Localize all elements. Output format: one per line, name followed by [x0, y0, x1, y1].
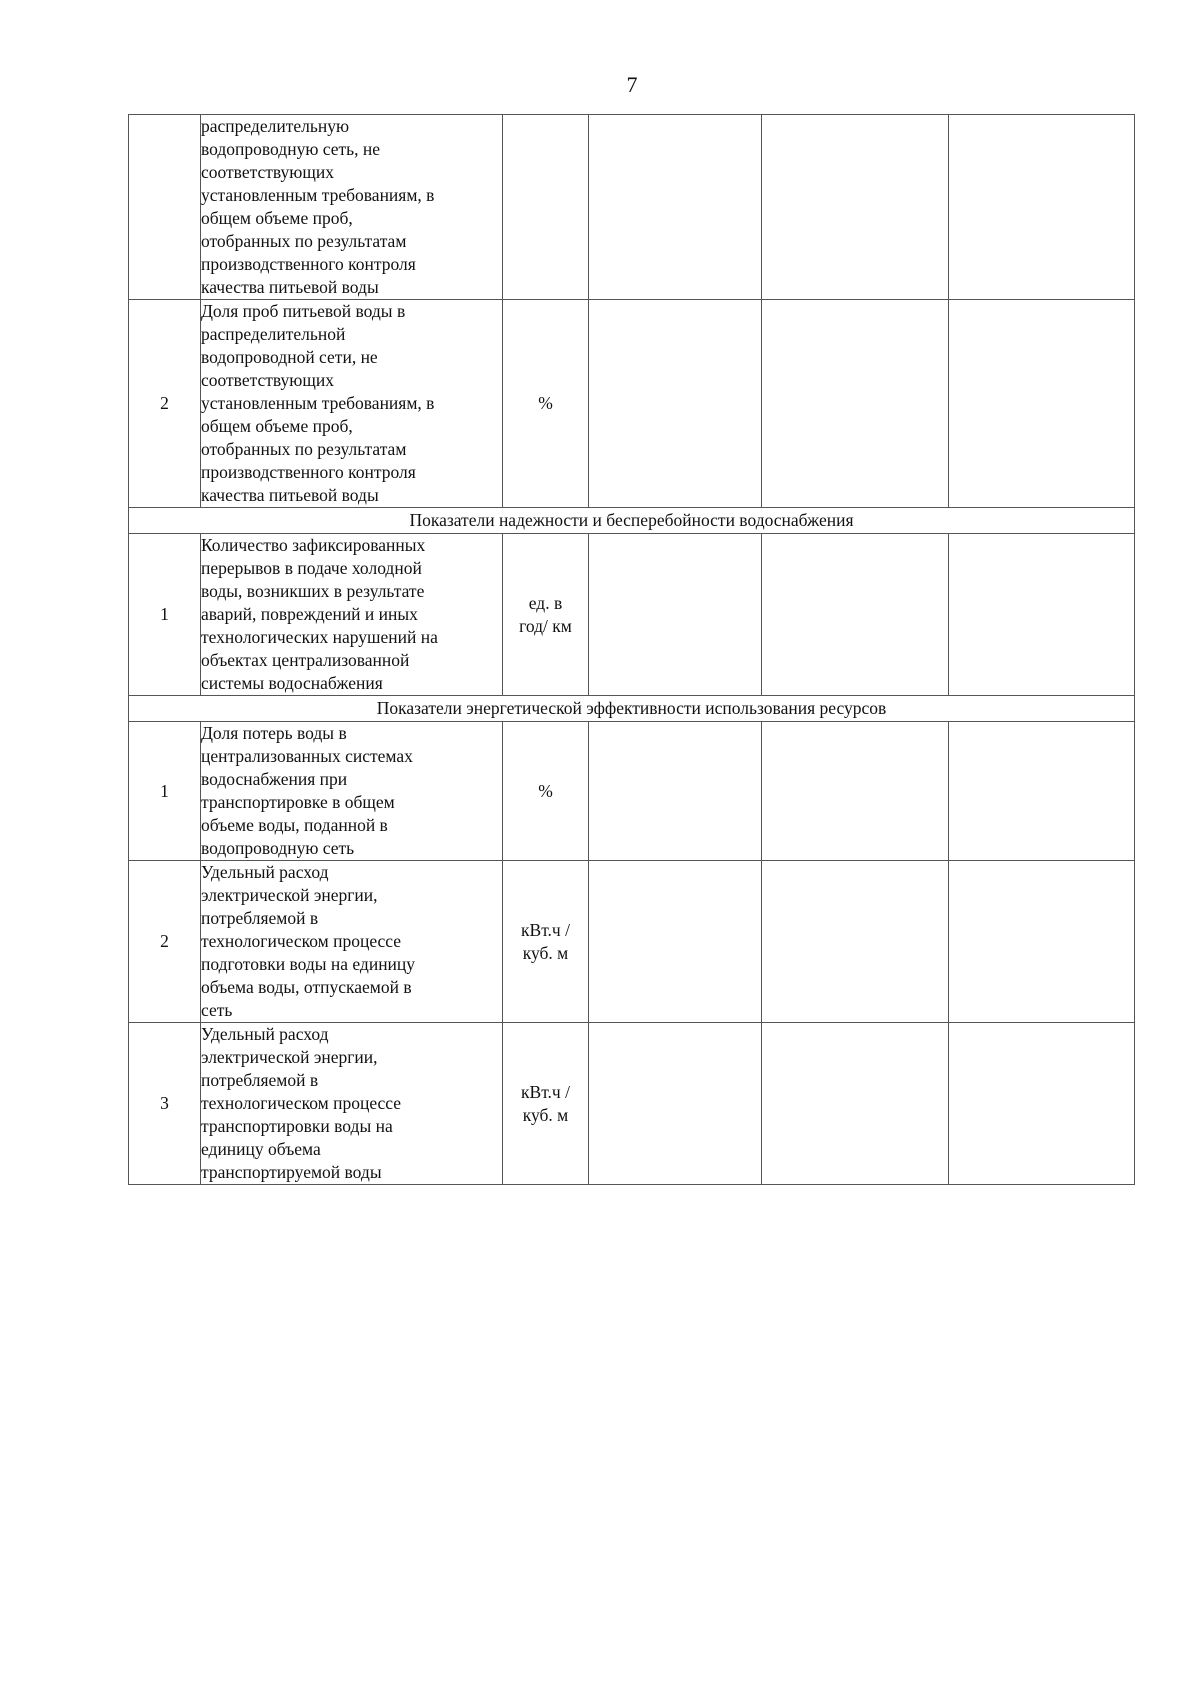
- row-number: [129, 115, 201, 300]
- table-row: [129, 722, 1135, 861]
- value-cell: [949, 722, 1135, 861]
- value-cell: [589, 300, 762, 508]
- row-number: 1: [129, 722, 201, 861]
- unit-cell: кВт.ч / куб. м: [503, 861, 589, 1023]
- value-cell: [949, 300, 1135, 508]
- value-cell: [589, 722, 762, 861]
- page-number: 7: [626, 72, 638, 97]
- row-number: 1: [129, 534, 201, 696]
- value-cell: [762, 861, 949, 1023]
- value-cell: [949, 1023, 1135, 1185]
- value-cell: [589, 115, 762, 300]
- value-cell: [949, 861, 1135, 1023]
- table-row: [129, 534, 1135, 696]
- unit-cell: %: [503, 722, 589, 861]
- value-cell: [762, 1023, 949, 1185]
- table-row: [129, 300, 1135, 508]
- indicator-name: распределительную водопроводную сеть, не соответствующих установленным требованиям, в общем объеме проб, отобранных по результатам производственного контроля качества питьевой воды: [201, 115, 503, 300]
- value-cell: [762, 115, 949, 300]
- unit-cell: %: [503, 300, 589, 508]
- indicator-name: Доля потерь воды в централизованных системах водоснабжения при транспортировке в общем объеме воды, поданной в водопроводную сеть: [201, 722, 503, 861]
- table-row: [129, 1023, 1135, 1185]
- value-cell: [589, 1023, 762, 1185]
- value-cell: [762, 300, 949, 508]
- row-number: 3: [129, 1023, 201, 1185]
- section-header-row: [129, 696, 1135, 722]
- row-number: 2: [129, 861, 201, 1023]
- value-cell: [762, 722, 949, 861]
- value-cell: [949, 534, 1135, 696]
- indicators-table: [128, 114, 1135, 1185]
- indicator-name: Удельный расход электрической энергии, потребляемой в технологическом процессе транспортировки воды на единицу объема транспортируемой воды: [201, 1023, 503, 1185]
- indicator-name: Удельный расход электрической энергии, потребляемой в технологическом процессе подготовки воды на единицу объема воды, отпускаемой в сеть: [201, 861, 503, 1023]
- unit-cell: ед. в год/ км: [503, 534, 589, 696]
- row-number: 2: [129, 300, 201, 508]
- value-cell: [589, 861, 762, 1023]
- value-cell: [589, 534, 762, 696]
- table-row: [129, 115, 1135, 300]
- value-cell: [762, 534, 949, 696]
- section-title: Показатели энергетической эффективности использования ресурсов: [129, 696, 1135, 722]
- indicator-name: Количество зафиксированных перерывов в подаче холодной воды, возникших в результате аварий, повреждений и иных технологических нарушений на объектах централизованной системы водоснабжения: [201, 534, 503, 696]
- indicator-name: Доля проб питьевой воды в распределительной водопроводной сети, не соответствующих установленным требованиям, в общем объеме проб, отобранных по результатам производственного контроля качества питьевой воды: [201, 300, 503, 508]
- value-cell: [949, 115, 1135, 300]
- section-header-row: [129, 508, 1135, 534]
- table-row: [129, 861, 1135, 1023]
- unit-cell: [503, 115, 589, 300]
- section-title: Показатели надежности и бесперебойности водоснабжения: [129, 508, 1135, 534]
- unit-cell: кВт.ч / куб. м: [503, 1023, 589, 1185]
